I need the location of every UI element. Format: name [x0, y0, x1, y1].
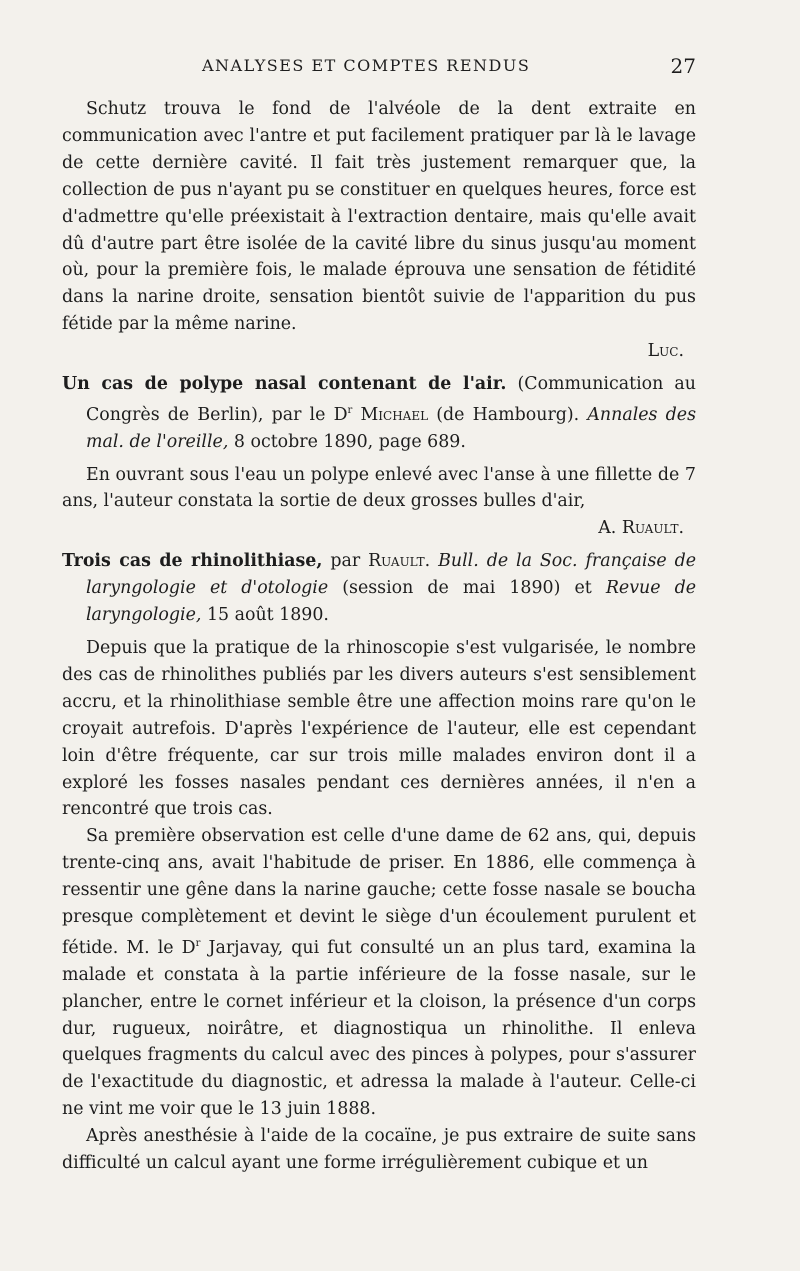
- signature-ruault: A. Ruault.: [598, 518, 684, 539]
- page-body: [62, 96, 696, 1177]
- paragraph-observation: [62, 823, 696, 1123]
- article-heading-polype: [62, 371, 696, 456]
- observation-text: Sa première observation est celle d'une dame de 62 ans, qui, depuis trente-cinq ans, avait l'habitude de priser. En 1886, elle commença à ressentir une gêne dans la narine gauche; cette fosse nasale se boucha presque complètement et devint le siège d'un écoulement purulent et fétide. M. le D: [62, 826, 696, 958]
- heading-text: (session de mai 1890) et: [328, 578, 606, 599]
- heading-text: (de Hambourg).: [428, 404, 588, 425]
- journal-name: Revue de laryngologie,: [86, 578, 697, 626]
- heading-text: par: [322, 551, 369, 572]
- dr-superscript: r: [195, 937, 201, 949]
- paragraph-rhinoscopie: Depuis que la pratique de la rhinoscopie s'est vulgarisée, le nombre des cas de rhinolithes publiés par les divers auteurs s'est sensiblement accru, et la rhinolithiase semble être une affection moins rare qu'on le croyait autrefois. D'après l'expérience de l'auteur, elle est cependant loin d'être fréquente, car sur trois mille malades environ dont il a exploré les fosses nasales pendant ces dernières années, il n'en a rencontré que trois cas.: [62, 638, 696, 820]
- heading-text: 8 octobre 1890, page 689.: [228, 431, 466, 452]
- running-title: ANALYSES ET COMPTES RENDUS: [202, 56, 531, 75]
- journal-name: Annales des mal. de l'oreille,: [86, 404, 696, 452]
- article-title: Trois cas de rhinolithiase,: [62, 551, 323, 572]
- article-heading-rhinolithiase: [62, 548, 696, 629]
- dr-superscript: r: [347, 404, 353, 416]
- page-header: [62, 56, 696, 86]
- signature-luc: Luc.: [647, 341, 684, 362]
- author-name: Michael: [360, 404, 429, 425]
- paragraph-polype: En ouvrant sous l'eau un polype enlevé avec l'anse à une fillette de 7 ans, l'auteur constata la sortie de deux grosses bulles d'air,: [62, 464, 696, 512]
- heading-text: 15 août 1890.: [201, 605, 329, 626]
- journal-name: Bull. de la Soc. française de laryngologie et d'otologie: [86, 551, 697, 599]
- heading-space: [430, 551, 438, 571]
- article-title: Un cas de polype nasal contenant de l'air.: [62, 374, 507, 395]
- heading-text: (Communication au Congrès de Berlin), par le D: [86, 374, 696, 425]
- observation-text: Jarjavay, qui fut consulté un an plus tard, examina la malade et constata à la partie inférieure de la fosse nasale, sur le plancher, entre le cornet inférieur et la cloison, la présence d'un corps dur, rugueux, noirâtre, et diagnostiqua un rhinolithe. Il enleva quelques fragments du calcul avec des pinces à polypes, pour s'assurer de l'exactitude du diagnostic, et adressa la malade à l'auteur. Celle-ci ne vint me voir que le 13 juin 1888.: [62, 937, 696, 1120]
- author-name: Ruault.: [368, 551, 431, 572]
- page-number: 27: [670, 54, 696, 78]
- paragraph-schutz: Schutz trouva le fond de l'alvéole de la dent extraite en communication avec l'antre et put facilement pratiquer par là le lavage de cette dernière cavité. Il fait très justement remarquer que, la collection de pus n'ayant pu se constituer en quelques heures, force est d'admettre qu'elle préexistait à l'extraction dentaire, mais qu'elle avait dû d'autre part être isolée de la cavité libre du sinus jusqu'au moment où, pour la première fois, le malade éprouva une sensation de fétidité dans la narine droite, sensation bientôt suivie de l'apparition du pus fétide par la même narine.: [62, 99, 696, 335]
- paragraph-anesthesie: Après anesthésie à l'aide de la cocaïne, je pus extraire de suite sans difficulté un calcul ayant une forme irrégulièrement cubique et un: [62, 1126, 696, 1174]
